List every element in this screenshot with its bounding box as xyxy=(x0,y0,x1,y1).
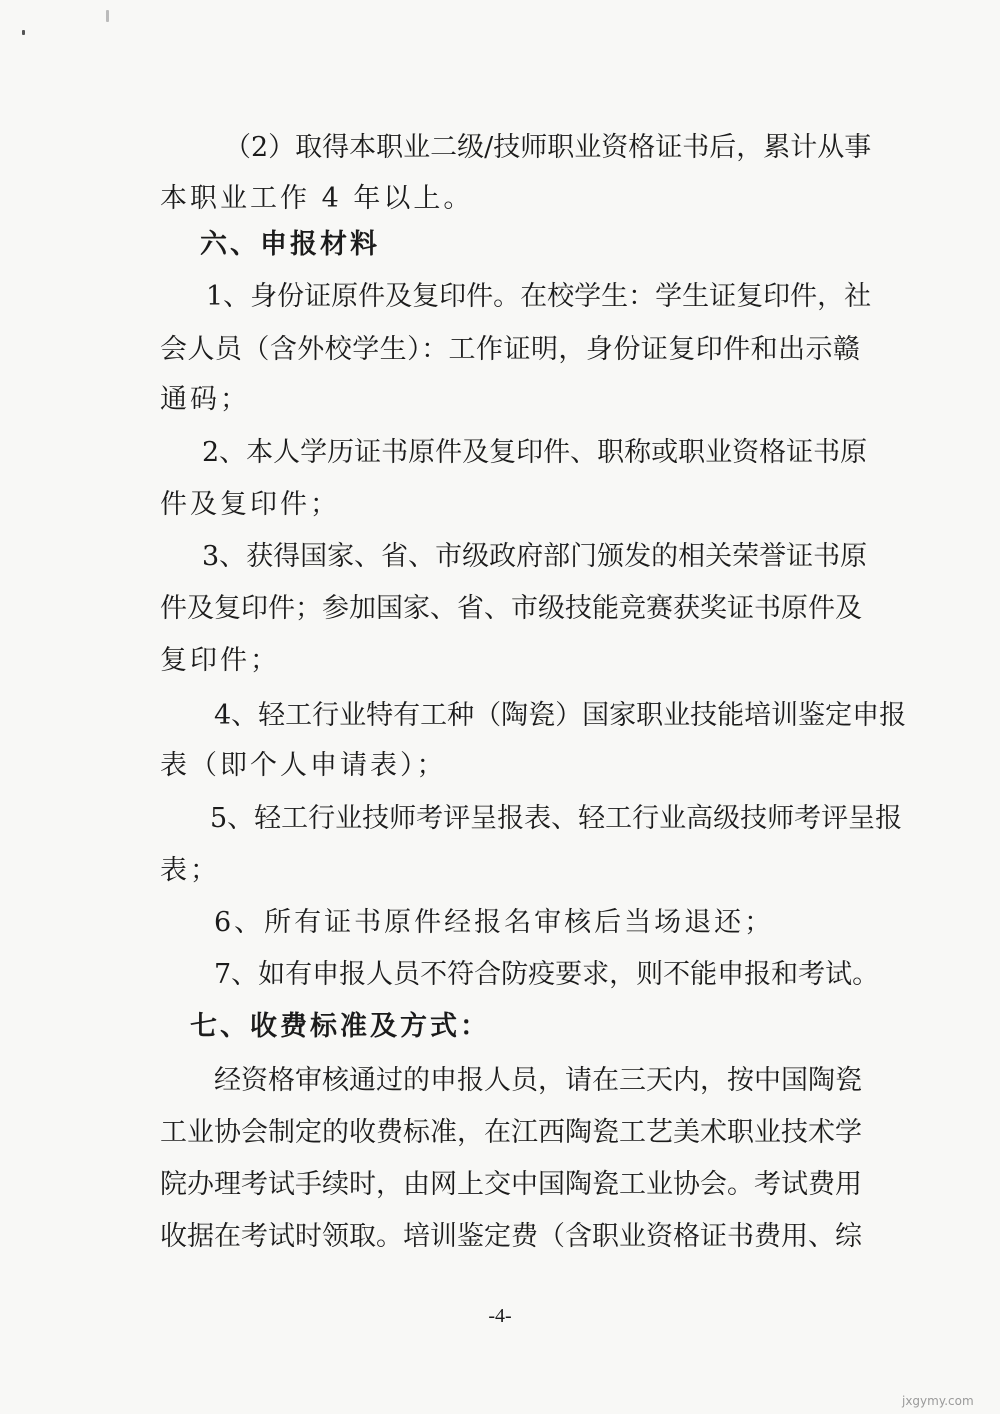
paragraph-line: 件及复印件；参加国家、省、市级技能竞赛获奖证书原件及 xyxy=(160,593,862,624)
paragraph-line: 6、所有证书原件经报名审核后当场退还； xyxy=(214,907,775,938)
paragraph-line: 2、本人学历证书原件及复印件、职称或职业资格证书原 xyxy=(202,437,868,468)
paragraph-line: 通码； xyxy=(160,384,250,415)
scan-speck xyxy=(22,30,25,35)
paragraph-line: 7、如有申报人员不符合防疫要求，则不能申报和考试。 xyxy=(214,959,880,990)
paragraph-line: 本职业工作 4 年以上。 xyxy=(160,183,474,214)
section-heading: 六、申报材料 xyxy=(200,229,380,260)
watermark: jxgymy.com xyxy=(902,1394,974,1408)
paragraph-line: 表； xyxy=(160,855,220,886)
paragraph-line: 3、获得国家、省、市级政府部门颁发的相关荣誉证书原 xyxy=(202,541,868,572)
paragraph-line: 5、轻工行业技师考评呈报表、轻工行业高级技师考评呈报 xyxy=(210,803,903,834)
paragraph-line: 表（即个人申请表）； xyxy=(160,750,447,781)
paragraph-line: （2）取得本职业二级/技师职业资格证书后，累计从事 xyxy=(224,132,872,163)
paragraph-line: 复印件； xyxy=(160,645,280,676)
page-number: -4- xyxy=(488,1305,512,1327)
paragraph-line: 4、轻工行业特有工种（陶瓷）国家职业技能培训鉴定申报 xyxy=(214,700,907,731)
paragraph-line: 院办理考试手续时，由网上交中国陶瓷工业协会。考试费用 xyxy=(160,1169,862,1200)
paragraph-line: 1、身份证原件及复印件。在校学生：学生证复印件，社 xyxy=(206,281,872,312)
paragraph-line: 经资格审核通过的申报人员，请在三天内，按中国陶瓷 xyxy=(214,1065,862,1096)
scan-speck xyxy=(106,10,109,22)
section-heading: 七、收费标准及方式： xyxy=(190,1011,490,1042)
paragraph-line: 收据在考试时领取。培训鉴定费（含职业资格证书费用、综 xyxy=(160,1221,862,1252)
paragraph-line: 工业协会制定的收费标准，在江西陶瓷工艺美术职业技术学 xyxy=(160,1117,862,1148)
paragraph-line: 件及复印件； xyxy=(160,489,340,520)
paragraph-line: 会人员（含外校学生）：工作证明，身份证复印件和出示赣 xyxy=(160,334,860,365)
